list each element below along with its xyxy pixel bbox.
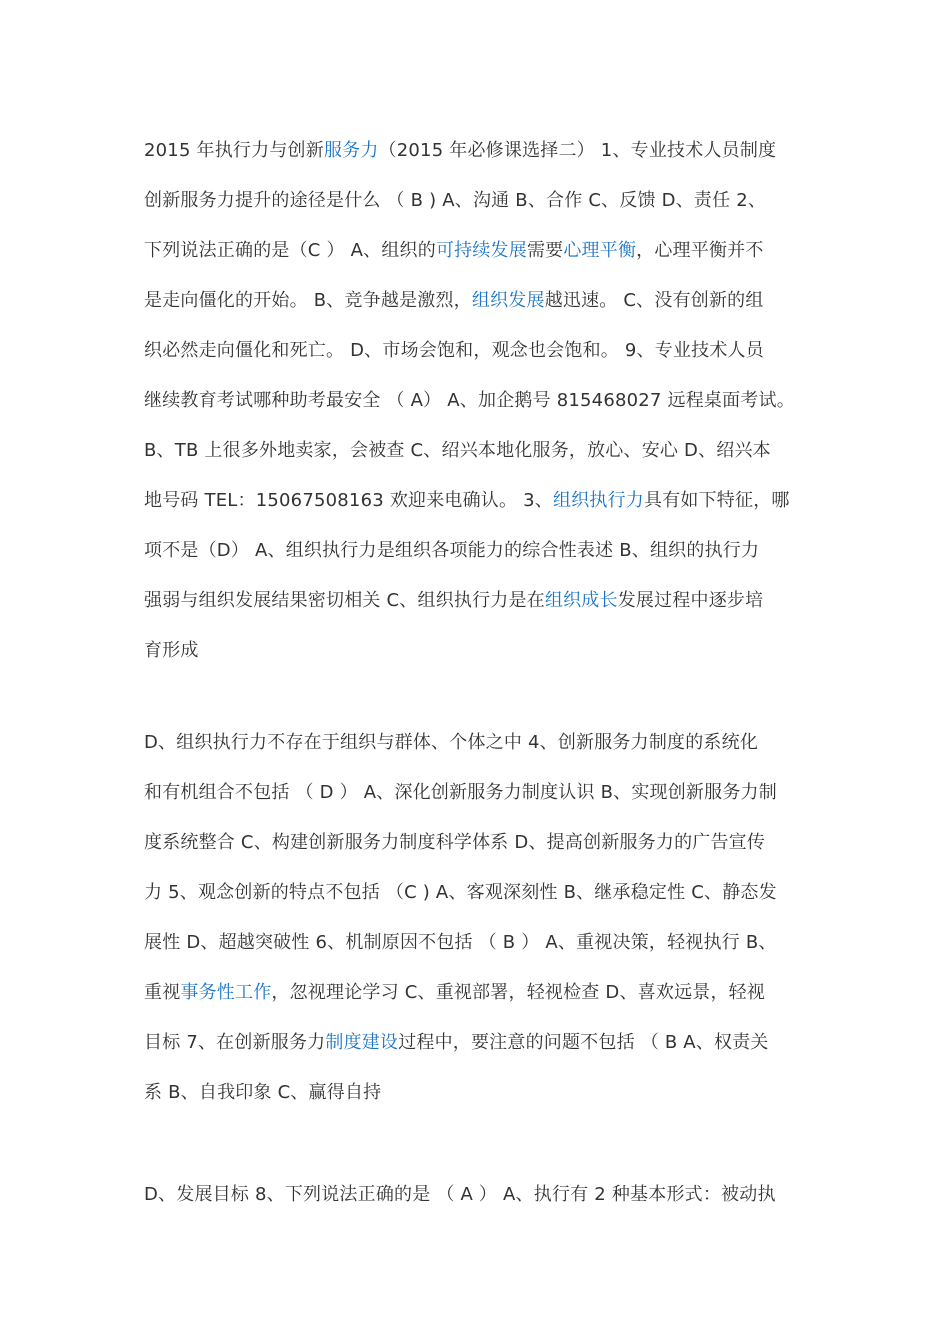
keyword-link[interactable]: 组织执行力 [553,490,644,511]
text-run: 地号码 TEL：15067508163 欢迎来电确认。 3、 [144,490,553,511]
text-run: 目标 7、在创新服务力 [144,1032,326,1053]
text-run: 2015 年执行力与创新 [144,140,324,161]
text-line [144,226,824,276]
text-run: 是走向僵化的开始。 B、竞争越是激烈， [144,290,472,311]
text-line [144,526,824,576]
text-line [144,276,824,326]
text-run: 创新服务力提升的途径是什么 （ B ) A、沟通 B、合作 C、反馈 D、责任 2、 [144,190,767,211]
text-line [144,576,824,626]
text-run: 需要 [526,240,564,261]
text-line [144,768,824,818]
text-run: 展性 D、超越突破性 6、机制原因不包括 （ B ） A、重视决策，轻视执行 B、 [144,932,777,953]
text-run: 强弱与组织发展结果密切相关 C、组织执行力是在 [144,590,545,611]
text-run: 项不是（D） A、组织执行力是组织各项能力的综合性表述 B、组织的执行力 [144,540,760,561]
text-run: ，忽视理论学习 C、重视部署，轻视检查 D、喜欢远景，轻视 [271,982,766,1003]
keyword-link[interactable]: 组织发展 [471,290,545,311]
text-run: （2015 年必修课选择二） 1、专业技术人员制度 [378,140,777,161]
paragraph-3 [144,1170,824,1220]
text-run: 过程中，要注意的问题不包括 （ B A、权责关 [398,1032,769,1053]
keyword-link[interactable]: 事务性工作 [180,982,272,1003]
text-run: 继续教育考试哪种助考最安全 （ A） A、加企鹅号 815468027 远程桌面考试。 [144,390,795,411]
text-line [144,1018,824,1068]
text-run: 下列说法正确的是（C ） A、组织的 [144,240,436,261]
text-line [144,868,824,918]
paragraph-2 [144,718,824,1118]
text-line [144,626,824,676]
text-line [144,376,824,426]
text-line [144,326,824,376]
keyword-link[interactable]: 可持续发展 [435,240,527,261]
text-run: D、组织执行力不存在于组织与群体、个体之中 4、创新服务力制度的系统化 [144,732,759,753]
text-run: 重视 [144,982,181,1003]
text-run: D、发展目标 8、下列说法正确的是 （ A ） A、执行有 2 种基本形式：被动执 [144,1184,776,1205]
text-run: 育形成 [144,640,199,661]
keyword-link[interactable]: 心理平衡 [563,240,637,261]
text-run: B、TB 上很多外地卖家，会被查 C、绍兴本地化服务，放心、安心 D、绍兴本 [144,440,771,461]
keyword-link[interactable]: 制度建设 [325,1032,399,1053]
keyword-link[interactable]: 服务力 [323,140,379,161]
text-run: 和有机组合不包括 （ D ） A、深化创新服务力制度认识 B、实现创新服务力制 [144,782,777,803]
text-run: 具有如下特征，哪 [644,490,790,511]
text-line [144,1068,824,1118]
text-run: 力 5、观念创新的特点不包括 （C ) A、客观深刻性 B、继承稳定性 C、静态发 [144,882,777,903]
text-run: 越迅速。 C、没有创新的组 [544,290,764,311]
text-run: 度系统整合 C、构建创新服务力制度科学体系 D、提高创新服务力的广告宣传 [144,832,766,853]
text-line [144,426,824,476]
text-run: 系 B、自我印象 C、赢得自持 [144,1082,382,1103]
text-run: 织必然走向僵化和死亡。 D、市场会饱和，观念也会饱和。 9、专业技术人员 [144,340,764,361]
paragraph-1 [144,126,824,676]
text-line [144,968,824,1018]
text-line [144,1170,824,1220]
text-run: 发展过程中逐步培 [617,590,764,611]
text-line [144,818,824,868]
text-run: ，心理平衡并不 [636,240,764,261]
text-line [144,918,824,968]
text-line [144,718,824,768]
text-line [144,176,824,226]
keyword-link[interactable]: 组织成长 [544,590,618,611]
text-line [144,126,824,176]
text-line [144,476,824,526]
